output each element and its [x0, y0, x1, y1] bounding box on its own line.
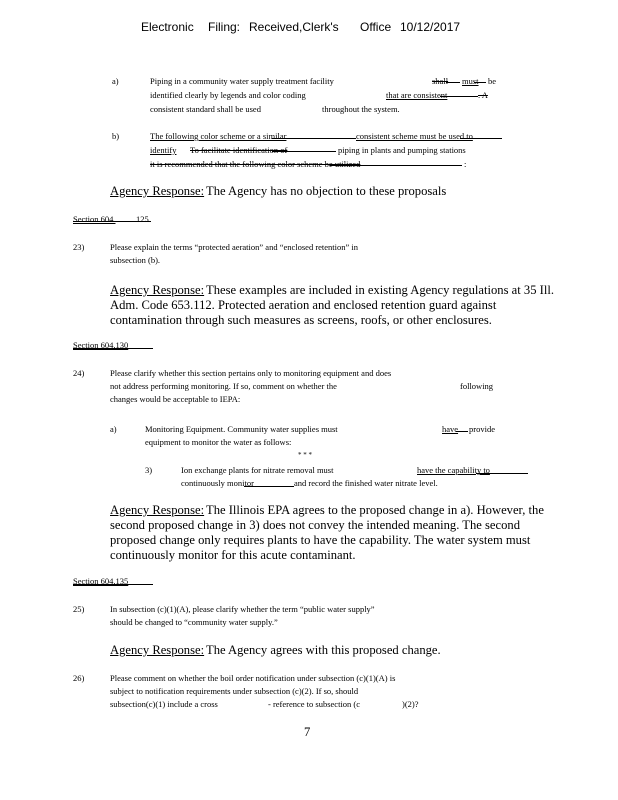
response3-line1: The Illinois EPA agrees to the proposed change in a). However, the: [206, 503, 544, 517]
response3-line3: proposed change only requires plants to have the capability. The water system must: [110, 533, 531, 547]
q25-line2: should be changed to “community water supply.”: [110, 617, 278, 627]
q24-sub-a-have: have: [442, 424, 459, 434]
q26-number: 26): [73, 673, 85, 683]
header-filing: Filing:: [208, 20, 241, 34]
rule: [272, 151, 336, 152]
response3-line2: second proposed change in 3) does not convey the intended meaning. The second: [110, 518, 520, 532]
header-office: Office: [360, 20, 392, 34]
response4-text: The Agency agrees with this proposed change.: [206, 643, 441, 657]
q24-sub-a-line2: equipment to monitor the water as follows:: [145, 437, 292, 447]
q26-line2: subject to notification requirements under subsection (c)(2). If so, should: [110, 686, 359, 696]
rule: [244, 486, 294, 487]
q24-line2b: following: [460, 381, 494, 391]
q26-line3b: - reference to subsection (c: [268, 699, 361, 709]
q26-line3a: subsection(c)(1) include a cross: [110, 699, 218, 709]
q24-sub3-line2b: and record the finished water nitrate level.: [294, 478, 438, 488]
section-604-130: Section 604.130: [73, 340, 129, 350]
section-rule: [73, 584, 153, 585]
item-a-be: be: [488, 76, 497, 86]
q23-line2: subsection (b).: [110, 255, 161, 265]
header-electronic: Electronic: [141, 20, 194, 34]
item-a-shall: shall: [432, 76, 449, 86]
q24-sub3-label: 3): [145, 465, 153, 475]
rule: [440, 96, 478, 97]
response2-label: Agency Response:: [110, 283, 205, 297]
q25-line1: In subsection (c)(1)(A), please clarify whether the term “public water supply”: [110, 604, 375, 614]
rule: [476, 473, 528, 474]
section-rule: [73, 348, 153, 349]
q26-line3c: )(2)?: [402, 699, 419, 709]
item-a-line1: Piping in a community water supply treatment facility: [150, 76, 334, 86]
response1-text: The Agency has no objection to these proposals: [206, 184, 447, 198]
rule: [474, 82, 486, 83]
header-received: Received,Clerk's: [249, 20, 339, 34]
q23-line1: Please explain the terms “protected aeration” and “enclosed retention” in: [110, 242, 359, 252]
response4-label: Agency Response:: [110, 643, 205, 657]
item-b-line3: it is recommended that the following color scheme be utilized: [150, 159, 361, 169]
q24-sub-a-label: a): [110, 424, 117, 434]
item-a-consistent: that are consistent: [386, 90, 448, 100]
item-b-line1a: The following color scheme or a similar: [150, 131, 287, 141]
section-604-125-prefix: Section 604.: [73, 214, 116, 224]
q24-line2a: not address performing monitoring. If so, comment on whether the: [110, 381, 337, 391]
q24-sub-a-provide: provide: [469, 424, 495, 434]
page-number: 7: [304, 725, 311, 739]
q24-sub3-line1a: Ion exchange plants for nitrate removal must: [181, 465, 334, 475]
q26-line1: Please comment on whether the boil order notification under subsection (c)(1)(A) is: [110, 673, 396, 683]
response1-label: Agency Response:: [110, 184, 205, 198]
response2-line3: contamination through such measures as screens, roofs, or other enclosures.: [110, 313, 492, 327]
item-b-line2a: identify: [150, 145, 177, 155]
response3-line4: continuously monitor for this acute contaminant.: [110, 548, 356, 562]
rule: [460, 138, 502, 139]
q23-number: 23): [73, 242, 85, 252]
rule: [272, 138, 356, 139]
rule: [456, 431, 468, 432]
item-a-line3b: throughout the system.: [322, 104, 400, 114]
q24-sub-a-line1: Monitoring Equipment. Community water supplies must: [145, 424, 338, 434]
item-a-line2: identified clearly by legends and color coding: [150, 90, 306, 100]
q24-sub3-line2a: continuously monitor: [181, 478, 254, 488]
section-604-125-number: 125: [136, 214, 149, 224]
item-b-line1b: consistent scheme must be used to: [356, 131, 473, 141]
item-a-line3a: consistent standard shall be used: [150, 104, 261, 114]
q24-sub3-line1b: have the capability to: [417, 465, 490, 475]
item-b-colon: :: [464, 159, 467, 169]
q24-line1: Please clarify whether this section pertains only to monitoring equipment and does: [110, 368, 392, 378]
section-604-135: Section 604.135: [73, 576, 129, 586]
item-b-line2c: piping in plants and pumping stations: [338, 145, 466, 155]
ellipsis: * * *: [298, 451, 312, 459]
item-a-must: must: [462, 76, 479, 86]
rule: [330, 165, 462, 166]
q24-number: 24): [73, 368, 85, 378]
response2-line2: Adm. Code 653.112. Protected aeration and enclosed retention guard against: [110, 298, 497, 312]
item-b-label: b): [112, 131, 120, 141]
header-date: 10/12/2017: [400, 20, 461, 34]
rule: [446, 82, 460, 83]
item-b-line2b: To facilitate identification of: [190, 145, 288, 155]
response3-label: Agency Response:: [110, 503, 205, 517]
item-a-label: a): [112, 76, 119, 86]
q25-number: 25): [73, 604, 85, 614]
item-a-a-mark: . A: [478, 90, 488, 100]
response2-line1: These examples are included in existing Agency regulations at 35 Ill.: [206, 283, 554, 297]
q24-line3: changes would be acceptable to IEPA:: [110, 394, 241, 404]
